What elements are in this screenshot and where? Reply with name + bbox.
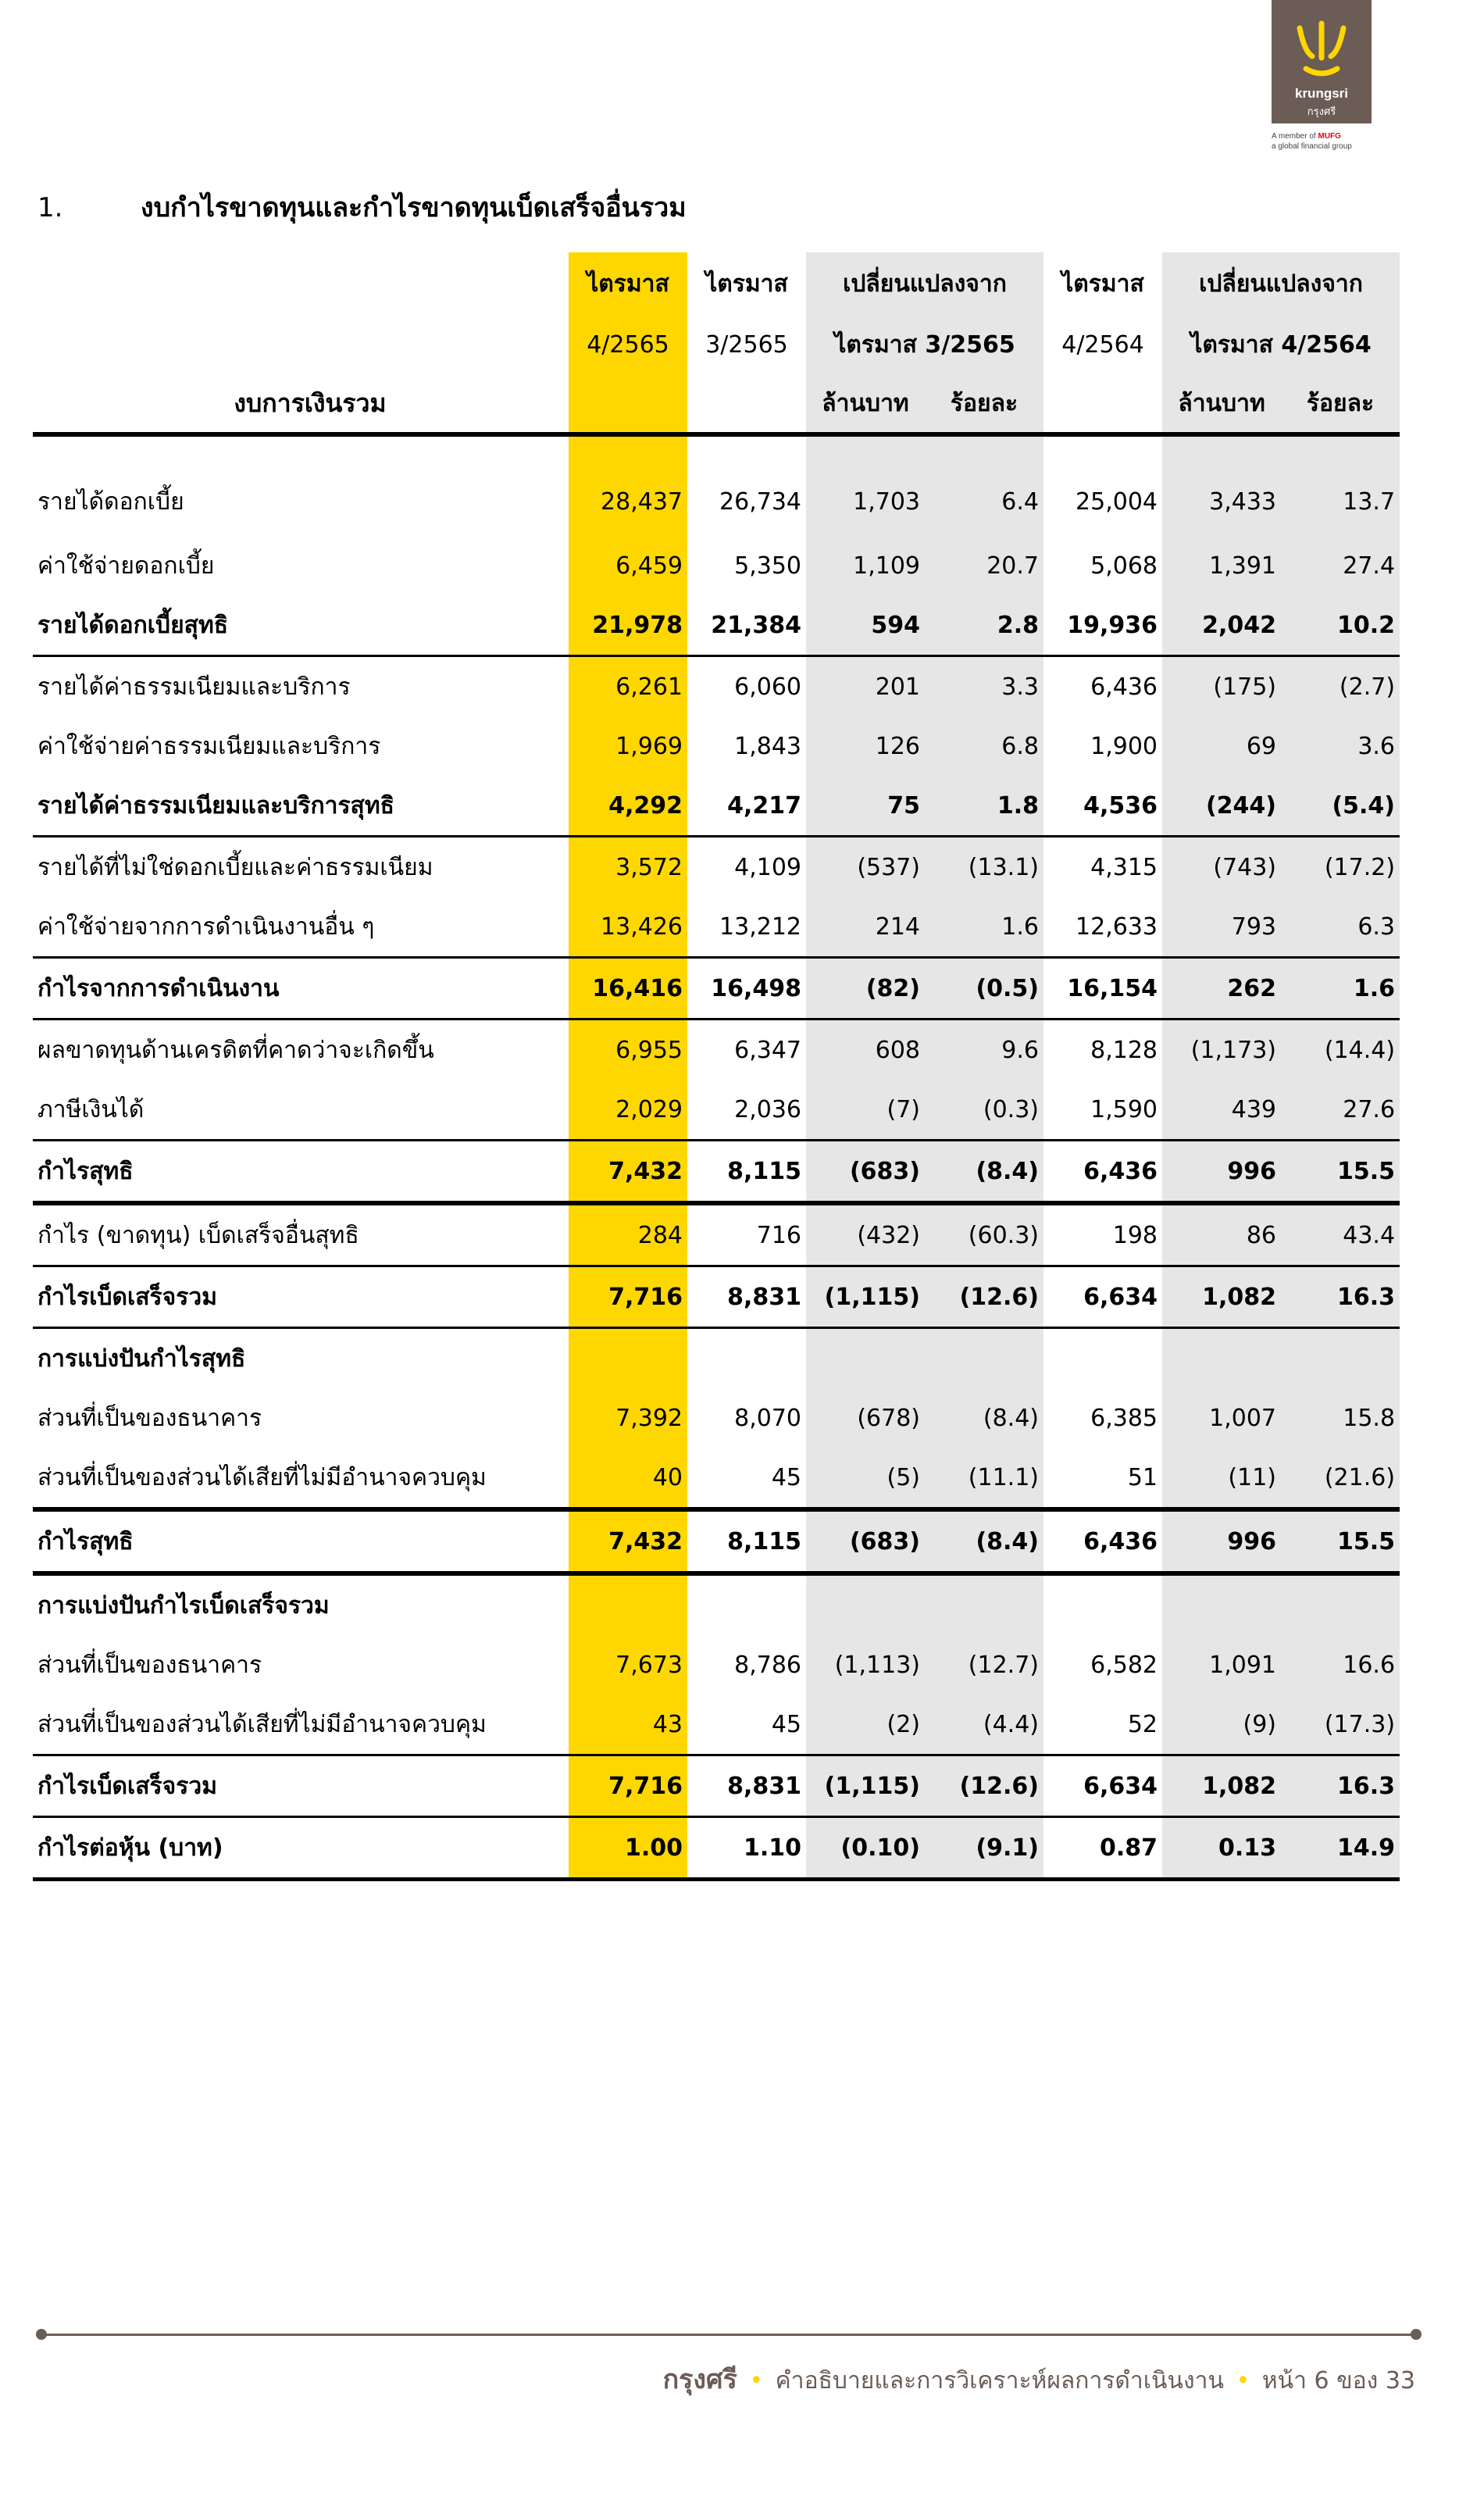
cell-value: 8,786 xyxy=(734,1651,801,1679)
cell-value: 8,115 xyxy=(687,1509,806,1573)
cell-value: 5,068 xyxy=(1090,552,1158,580)
row-label: กำไรสุทธิ xyxy=(33,1141,569,1204)
cell-value: 16,154 xyxy=(1043,958,1162,1020)
cell-value: (9.1) xyxy=(925,1817,1043,1880)
tagline-line2: a global financial group xyxy=(1272,142,1352,151)
cell-value xyxy=(569,1328,687,1389)
cell-value: (244) xyxy=(1162,776,1281,837)
cell-value: 5,350 xyxy=(734,552,801,580)
cell-value: 594 xyxy=(806,595,925,656)
row-label: ส่วนที่เป็นของส่วนได้เสียที่ไม่มีอำนาจควบคุม xyxy=(37,1463,487,1491)
cell-value: 16.3 xyxy=(1281,1266,1400,1328)
cell-value: 4,315 xyxy=(1043,837,1162,898)
table-row xyxy=(33,1448,1400,1509)
row-header-label: งบการเงินรวม xyxy=(33,374,569,434)
cell-value: (678) xyxy=(806,1388,925,1448)
cell-value: 1,843 xyxy=(734,732,801,760)
cell-value: 996 xyxy=(1162,1141,1281,1204)
cell-value: 27.4 xyxy=(1281,536,1400,595)
cell-value: 69 xyxy=(1162,716,1281,776)
cell-value: 4,217 xyxy=(727,791,801,820)
cell-value: 52 xyxy=(1127,1710,1158,1738)
cell-value: (5.4) xyxy=(1281,776,1400,837)
cell-value: (0.3) xyxy=(925,1080,1043,1141)
table-row xyxy=(33,434,1400,536)
footer-bullet-icon: • xyxy=(749,2367,764,2395)
cell-value: 608 xyxy=(806,1020,925,1080)
header-million-baht: ล้านบาท xyxy=(806,374,925,434)
cell-value: 3,572 xyxy=(569,837,687,898)
cell-value: (60.3) xyxy=(925,1203,1043,1266)
cell-value: 6,459 xyxy=(569,536,687,595)
row-label: การแบ่งปันกำไรสุทธิ xyxy=(33,1328,569,1389)
header-blank xyxy=(569,374,687,434)
header-percent: ร้อยละ xyxy=(925,374,1043,434)
cell-value xyxy=(1281,1573,1400,1635)
mufg-mark: MUFG xyxy=(1318,132,1341,141)
cell-value xyxy=(1162,1328,1281,1389)
cell-value: 1,109 xyxy=(806,536,925,595)
section-title xyxy=(37,186,687,228)
header-q4-2564-l2: 4/2564 xyxy=(1061,330,1144,359)
cell-value xyxy=(925,1328,1043,1389)
cell-value: 7,392 xyxy=(569,1388,687,1448)
cell-value: (683) xyxy=(806,1141,925,1204)
cell-value xyxy=(1281,1328,1400,1389)
cell-value: 8,070 xyxy=(734,1404,801,1432)
table-row xyxy=(33,1695,1400,1755)
header-q4-2564-l1: ไตรมาส xyxy=(1061,270,1144,298)
cell-value: (1,115) xyxy=(806,1266,925,1328)
cell-value: 2.8 xyxy=(925,595,1043,656)
cell-value: 716 xyxy=(687,1203,806,1266)
cell-value: 15.5 xyxy=(1281,1509,1400,1573)
cell-value: (743) xyxy=(1162,837,1281,898)
cell-value: (12.6) xyxy=(925,1755,1043,1817)
footer-brand: กรุงศรี xyxy=(662,2364,737,2395)
header-blank xyxy=(33,315,569,374)
table-row xyxy=(33,897,1400,958)
cell-value: 6,582 xyxy=(1090,1651,1158,1679)
cell-value: 439 xyxy=(1162,1080,1281,1141)
row-label: กำไรเบ็ดเสร็จรวม xyxy=(33,1755,569,1817)
row-label: การแบ่งปันกำไรเบ็ดเสร็จรวม xyxy=(37,1591,330,1620)
cell-value: 198 xyxy=(1043,1203,1162,1266)
cell-value: (17.3) xyxy=(1281,1695,1400,1755)
row-label: ค่าใช้จ่ายจากการดำเนินงานอื่น ๆ xyxy=(37,912,375,941)
table-row xyxy=(33,536,1400,595)
header-million-baht: ล้านบาท xyxy=(1162,374,1281,434)
cell-value: 214 xyxy=(806,897,925,958)
cell-value: 6,634 xyxy=(1043,1266,1162,1328)
cell-value: 6,060 xyxy=(687,656,806,717)
cell-value: 3.6 xyxy=(1281,716,1400,776)
cell-value: 75 xyxy=(806,776,925,837)
cell-value: 1.8 xyxy=(925,776,1043,837)
cell-value: 1,091 xyxy=(1162,1635,1281,1695)
table-row xyxy=(33,1020,1400,1080)
table-row xyxy=(33,1388,1400,1448)
cell-value: 19,936 xyxy=(1067,611,1158,639)
footer-doc-title: คำอธิบายและการวิเคราะห์ผลการดำเนินงาน xyxy=(775,2367,1225,2395)
cell-value: 6,955 xyxy=(569,1020,687,1080)
cell-value: 4,292 xyxy=(569,776,687,837)
cell-value: 7,716 xyxy=(569,1755,687,1817)
header-q3-2565-l1: ไตรมาส xyxy=(705,270,788,298)
table-row xyxy=(33,1080,1400,1141)
cell-value: 10.2 xyxy=(1281,595,1400,656)
row-label: ค่าใช้จ่ายค่าธรรมเนียมและบริการ xyxy=(37,732,381,760)
cell-value: 996 xyxy=(1162,1509,1281,1573)
cell-value: 27.6 xyxy=(1281,1080,1400,1141)
cell-value: 21,384 xyxy=(711,611,801,639)
row-label: ส่วนที่เป็นของส่วนได้เสียที่ไม่มีอำนาจควบคุม xyxy=(37,1710,487,1738)
cell-value xyxy=(1162,1573,1281,1635)
cell-value: 1,082 xyxy=(1162,1266,1281,1328)
table-row xyxy=(33,716,1400,776)
cell-value: 0.87 xyxy=(1043,1817,1162,1880)
cell-value: (8.4) xyxy=(925,1141,1043,1204)
cell-value: 1,703 xyxy=(806,434,925,536)
cell-value: 16.3 xyxy=(1281,1755,1400,1817)
cell-value: 7,716 xyxy=(569,1266,687,1328)
cell-value: 1.00 xyxy=(569,1817,687,1880)
header-change-q4-l1: เปลี่ยนแปลงจาก xyxy=(1162,252,1400,315)
cell-value: 6,436 xyxy=(1043,1141,1162,1204)
cell-value: 6,436 xyxy=(1043,656,1162,717)
cell-value xyxy=(1043,1328,1162,1389)
header-q4-2565-l1: ไตรมาส xyxy=(569,252,687,315)
table-row xyxy=(33,837,1400,898)
cell-value: 6,261 xyxy=(569,656,687,717)
cell-value: 6,347 xyxy=(687,1020,806,1080)
cell-value: (5) xyxy=(806,1448,925,1509)
row-label: กำไรจากการดำเนินงาน xyxy=(33,958,569,1020)
header-change-q3-l2: ไตรมาส 3/2565 xyxy=(806,315,1043,374)
cell-value: 1,969 xyxy=(569,716,687,776)
header-q3-2565-l2: 3/2565 xyxy=(705,330,788,359)
cell-value: 45 xyxy=(771,1463,801,1491)
krungsri-emblem-icon xyxy=(1295,20,1348,77)
cell-value: 40 xyxy=(569,1448,687,1509)
cell-value: 13.7 xyxy=(1281,434,1400,536)
cell-value: (9) xyxy=(1162,1695,1281,1755)
cell-value: (8.4) xyxy=(925,1388,1043,1448)
cell-value: 1.10 xyxy=(687,1817,806,1880)
cell-value: (1,115) xyxy=(806,1755,925,1817)
cell-value: (175) xyxy=(1162,656,1281,717)
krungsri-logo xyxy=(1272,0,1372,123)
row-label: ส่วนที่เป็นของธนาคาร xyxy=(37,1404,262,1432)
row-label: กำไรต่อหุ้น (บาท) xyxy=(33,1817,569,1880)
cell-value: (11) xyxy=(1162,1448,1281,1509)
table-row xyxy=(33,1573,1400,1635)
cell-value: 13,426 xyxy=(569,897,687,958)
row-label: ภาษีเงินได้ xyxy=(37,1095,144,1123)
table-row xyxy=(33,595,1400,656)
cell-value: 25,004 xyxy=(1076,488,1158,516)
row-label: กำไร (ขาดทุน) เบ็ดเสร็จอื่นสุทธิ xyxy=(33,1203,569,1266)
row-label: กำไรเบ็ดเสร็จรวม xyxy=(33,1266,569,1328)
footer-bullet-icon: • xyxy=(1236,2367,1250,2395)
cell-value xyxy=(687,1573,806,1635)
table-row xyxy=(33,1328,1400,1389)
table-body xyxy=(33,434,1400,1880)
table-row xyxy=(33,1141,1400,1204)
cell-value: 1,391 xyxy=(1162,536,1281,595)
header-percent: ร้อยละ xyxy=(1281,374,1400,434)
cell-value: (2.7) xyxy=(1281,656,1400,717)
cell-value: (17.2) xyxy=(1281,837,1400,898)
tagline-prefix: A member of xyxy=(1272,132,1316,141)
footer-divider xyxy=(41,2334,1415,2336)
cell-value: 6.8 xyxy=(925,716,1043,776)
cell-value: (21.6) xyxy=(1281,1448,1400,1509)
cell-value xyxy=(806,1573,925,1635)
cell-value: 16,498 xyxy=(687,958,806,1020)
cell-value: 6,436 xyxy=(1043,1509,1162,1573)
row-label: รายได้ค่าธรรมเนียมและบริการสุทธิ xyxy=(37,791,394,820)
footer-dot-left xyxy=(36,2329,47,2340)
cell-value xyxy=(806,1328,925,1389)
cell-value: 126 xyxy=(806,716,925,776)
cell-value: 43 xyxy=(569,1695,687,1755)
cell-value: 8,831 xyxy=(687,1266,806,1328)
table-row xyxy=(33,1817,1400,1880)
cell-value: 13,212 xyxy=(719,912,801,941)
cell-value: 9.6 xyxy=(925,1020,1043,1080)
cell-value: 0.13 xyxy=(1162,1817,1281,1880)
cell-value: 262 xyxy=(1162,958,1281,1020)
table-row xyxy=(33,1755,1400,1817)
income-statement-table xyxy=(33,252,1400,1881)
cell-value: 3.3 xyxy=(925,656,1043,717)
row-label: รายได้ค่าธรรมเนียมและบริการ xyxy=(33,656,569,717)
cell-value: 45 xyxy=(771,1710,801,1738)
cell-value: 4,536 xyxy=(1083,791,1158,820)
footer-page-number: หน้า 6 ของ 33 xyxy=(1261,2367,1415,2395)
row-label: ผลขาดทุนด้านเครดิตที่คาดว่าจะเกิดขึ้น xyxy=(33,1020,569,1080)
cell-value: (0.10) xyxy=(806,1817,925,1880)
cell-value: (0.5) xyxy=(925,958,1043,1020)
cell-value: (683) xyxy=(806,1509,925,1573)
cell-value: 1.6 xyxy=(1281,958,1400,1020)
cell-value: (4.4) xyxy=(925,1695,1043,1755)
cell-value: 15.8 xyxy=(1281,1388,1400,1448)
cell-value xyxy=(687,1328,806,1389)
cell-value: 7,432 xyxy=(569,1141,687,1204)
cell-value: 21,978 xyxy=(569,595,687,656)
cell-value: (12.7) xyxy=(925,1635,1043,1695)
cell-value: (8.4) xyxy=(925,1509,1043,1573)
cell-value xyxy=(569,1573,687,1635)
cell-value: (12.6) xyxy=(925,1266,1043,1328)
cell-value: 6,634 xyxy=(1043,1755,1162,1817)
cell-value: 2,029 xyxy=(569,1080,687,1141)
cell-value: 86 xyxy=(1162,1203,1281,1266)
cell-value xyxy=(1043,1573,1162,1635)
cell-value: 43.4 xyxy=(1281,1203,1400,1266)
cell-value: (11.1) xyxy=(925,1448,1043,1509)
cell-value: 12,633 xyxy=(1076,912,1158,941)
cell-value: (1,113) xyxy=(806,1635,925,1695)
cell-value: 16,416 xyxy=(569,958,687,1020)
cell-value: 15.5 xyxy=(1281,1141,1400,1204)
cell-value: (432) xyxy=(806,1203,925,1266)
header-blank xyxy=(33,252,569,315)
footer-dot-right xyxy=(1411,2329,1422,2340)
header-q4-2565-l2: 4/2565 xyxy=(569,315,687,374)
row-label: รายได้ดอกเบี้ยสุทธิ xyxy=(37,611,229,639)
table-row xyxy=(33,656,1400,717)
section-title-text: งบกำไรขาดทุนและกำไรขาดทุนเบ็ดเสร็จอื่นรวม xyxy=(141,192,687,223)
cell-value: 51 xyxy=(1127,1463,1158,1491)
cell-value: (7) xyxy=(806,1080,925,1141)
cell-value: (537) xyxy=(806,837,925,898)
cell-value: 1,590 xyxy=(1090,1095,1158,1123)
cell-value: 7,432 xyxy=(569,1509,687,1573)
cell-value: 8,128 xyxy=(1043,1020,1162,1080)
table-row xyxy=(33,958,1400,1020)
cell-value: 7,673 xyxy=(569,1635,687,1695)
cell-value: 793 xyxy=(1162,897,1281,958)
cell-value: 26,734 xyxy=(719,488,801,516)
cell-value: 284 xyxy=(569,1203,687,1266)
cell-value: 14.9 xyxy=(1281,1817,1400,1880)
cell-value: 6.4 xyxy=(925,434,1043,536)
header-blank xyxy=(1043,374,1162,434)
cell-value: (2) xyxy=(806,1695,925,1755)
logo-name: krungsri xyxy=(1294,86,1349,101)
section-number: 1. xyxy=(37,192,63,223)
cell-value: 2,036 xyxy=(734,1095,801,1123)
cell-value: 1.6 xyxy=(925,897,1043,958)
cell-value: 201 xyxy=(806,656,925,717)
cell-value: 1,082 xyxy=(1162,1755,1281,1817)
cell-value: 2,042 xyxy=(1162,595,1281,656)
row-label: กำไรสุทธิ xyxy=(33,1509,569,1573)
header-change-q3-l1: เปลี่ยนแปลงจาก xyxy=(806,252,1043,315)
cell-value: 3,433 xyxy=(1162,434,1281,536)
cell-value: 28,437 xyxy=(569,434,687,536)
header-blank xyxy=(687,374,806,434)
table-row xyxy=(33,776,1400,837)
row-label: ส่วนที่เป็นของธนาคาร xyxy=(37,1651,262,1679)
cell-value: (14.4) xyxy=(1281,1020,1400,1080)
cell-value: 8,831 xyxy=(687,1755,806,1817)
cell-value: (1,173) xyxy=(1162,1020,1281,1080)
cell-value: (13.1) xyxy=(925,837,1043,898)
cell-value: 8,115 xyxy=(687,1141,806,1204)
footer xyxy=(663,2358,1415,2400)
table-row xyxy=(33,1509,1400,1573)
cell-value: 16.6 xyxy=(1281,1635,1400,1695)
cell-value: 4,109 xyxy=(687,837,806,898)
table-row xyxy=(33,1266,1400,1328)
row-label: รายได้ดอกเบี้ย xyxy=(37,488,184,516)
cell-value: (82) xyxy=(806,958,925,1020)
logo-name-thai: กรุงศรี xyxy=(1307,105,1336,117)
row-label: ค่าใช้จ่ายดอกเบี้ย xyxy=(37,552,215,580)
table-row xyxy=(33,1203,1400,1266)
cell-value: 1,007 xyxy=(1162,1388,1281,1448)
cell-value xyxy=(925,1573,1043,1635)
cell-value: 20.7 xyxy=(925,536,1043,595)
logo-tagline xyxy=(1272,131,1389,152)
row-label: รายได้ที่ไม่ใช่ดอกเบี้ยและค่าธรรมเนียม xyxy=(33,837,569,898)
header-change-q4-l2: ไตรมาส 4/2564 xyxy=(1162,315,1400,374)
cell-value: 1,900 xyxy=(1090,732,1158,760)
table-row xyxy=(33,1635,1400,1695)
cell-value: 6.3 xyxy=(1281,897,1400,958)
cell-value: 6,385 xyxy=(1090,1404,1158,1432)
